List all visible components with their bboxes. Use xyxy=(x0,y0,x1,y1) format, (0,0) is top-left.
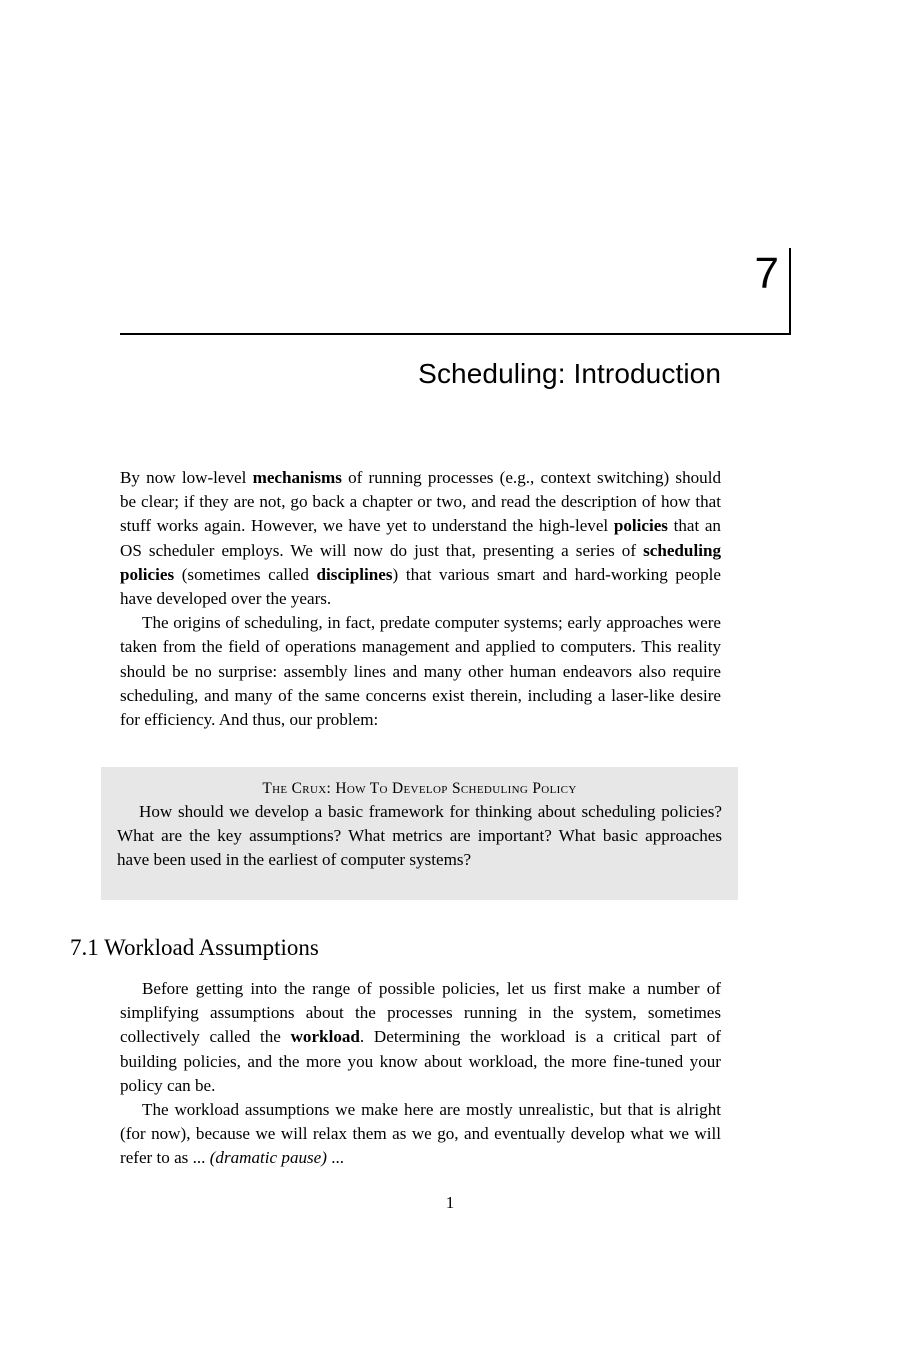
paragraph-intro-text-4: (sometimes called xyxy=(174,564,317,584)
phrase-dramatic-pause: (dramatic pause) xyxy=(209,1148,327,1168)
crux-body-text: How should we develop a basic framework for thinking about scheduling policies? What are the key assumptions? What metrics are important? What basic approaches have been used in the earliest of computer systems? xyxy=(117,802,722,870)
paragraph-intro-text-5: ) that various smart and hard-working people have developed over the years. xyxy=(120,564,721,609)
chapter-number: 7 xyxy=(754,249,779,298)
section-heading-7-1: 7.1 Workload Assumptions xyxy=(70,935,319,960)
paragraph-intro-text-3: that an OS scheduler employs. We will now do just that, presenting a series of xyxy=(120,516,721,560)
chapter-vertical-rule xyxy=(789,248,791,335)
body-column-lower xyxy=(120,977,721,1171)
paragraph-workload-text-2: . Determining the workload is a critical part of building policies, and the more you know about workload, the more fine-tuned your policy can be. xyxy=(120,1027,721,1095)
paragraph-intro xyxy=(120,466,721,611)
page-number: 1 xyxy=(445,1193,455,1212)
body-column-upper xyxy=(120,466,721,732)
term-policies: policies xyxy=(613,516,668,536)
paragraph-assumptions xyxy=(120,1098,721,1171)
paragraph-assumptions-text-2: ... xyxy=(326,1148,345,1168)
paragraph-intro-text-2: of running processes (e.g., context switching) should be clear; if they are not, go back a chapter or two, and read the description of how that stuff works again. However, we have yet to understand the high-level xyxy=(120,468,722,536)
term-mechanisms: mechanisms xyxy=(252,468,342,487)
term-disciplines: disciplines xyxy=(316,564,393,584)
chapter-horizontal-rule xyxy=(120,333,791,335)
crux-box xyxy=(101,767,738,900)
paragraph-origins: The origins of scheduling, in fact, predate computer systems; early approaches were taken from the field of operations management and applied to computers. This reality should be no surprise: assembly lines and many other human endeavors also require scheduling, and many of the same concerns exist therein, including a laser-like desire for efficiency. And thus, our problem: xyxy=(120,613,721,730)
paragraph-intro-text-1: By now low-level xyxy=(120,468,253,487)
paragraph-workload xyxy=(120,977,721,1098)
term-workload: workload xyxy=(290,1027,360,1047)
term-scheduling-policies: scheduling policies xyxy=(120,540,721,584)
crux-title: The Crux: How To Develop Scheduling Policy xyxy=(262,780,577,797)
paragraph-assumptions-text-1: The workload assumptions we make here are mostly unrealistic, but that is alright (for now), because we will relax them as we go, and eventually develop what we will refer to as ... xyxy=(120,1100,721,1168)
chapter-header xyxy=(120,248,791,336)
paragraph-workload-text-1: Before getting into the range of possible policies, let us first make a number of simplifying assumptions about the processes running in the system, sometimes collectively called the xyxy=(120,979,721,1047)
chapter-title: Scheduling: Introduction xyxy=(418,358,721,389)
